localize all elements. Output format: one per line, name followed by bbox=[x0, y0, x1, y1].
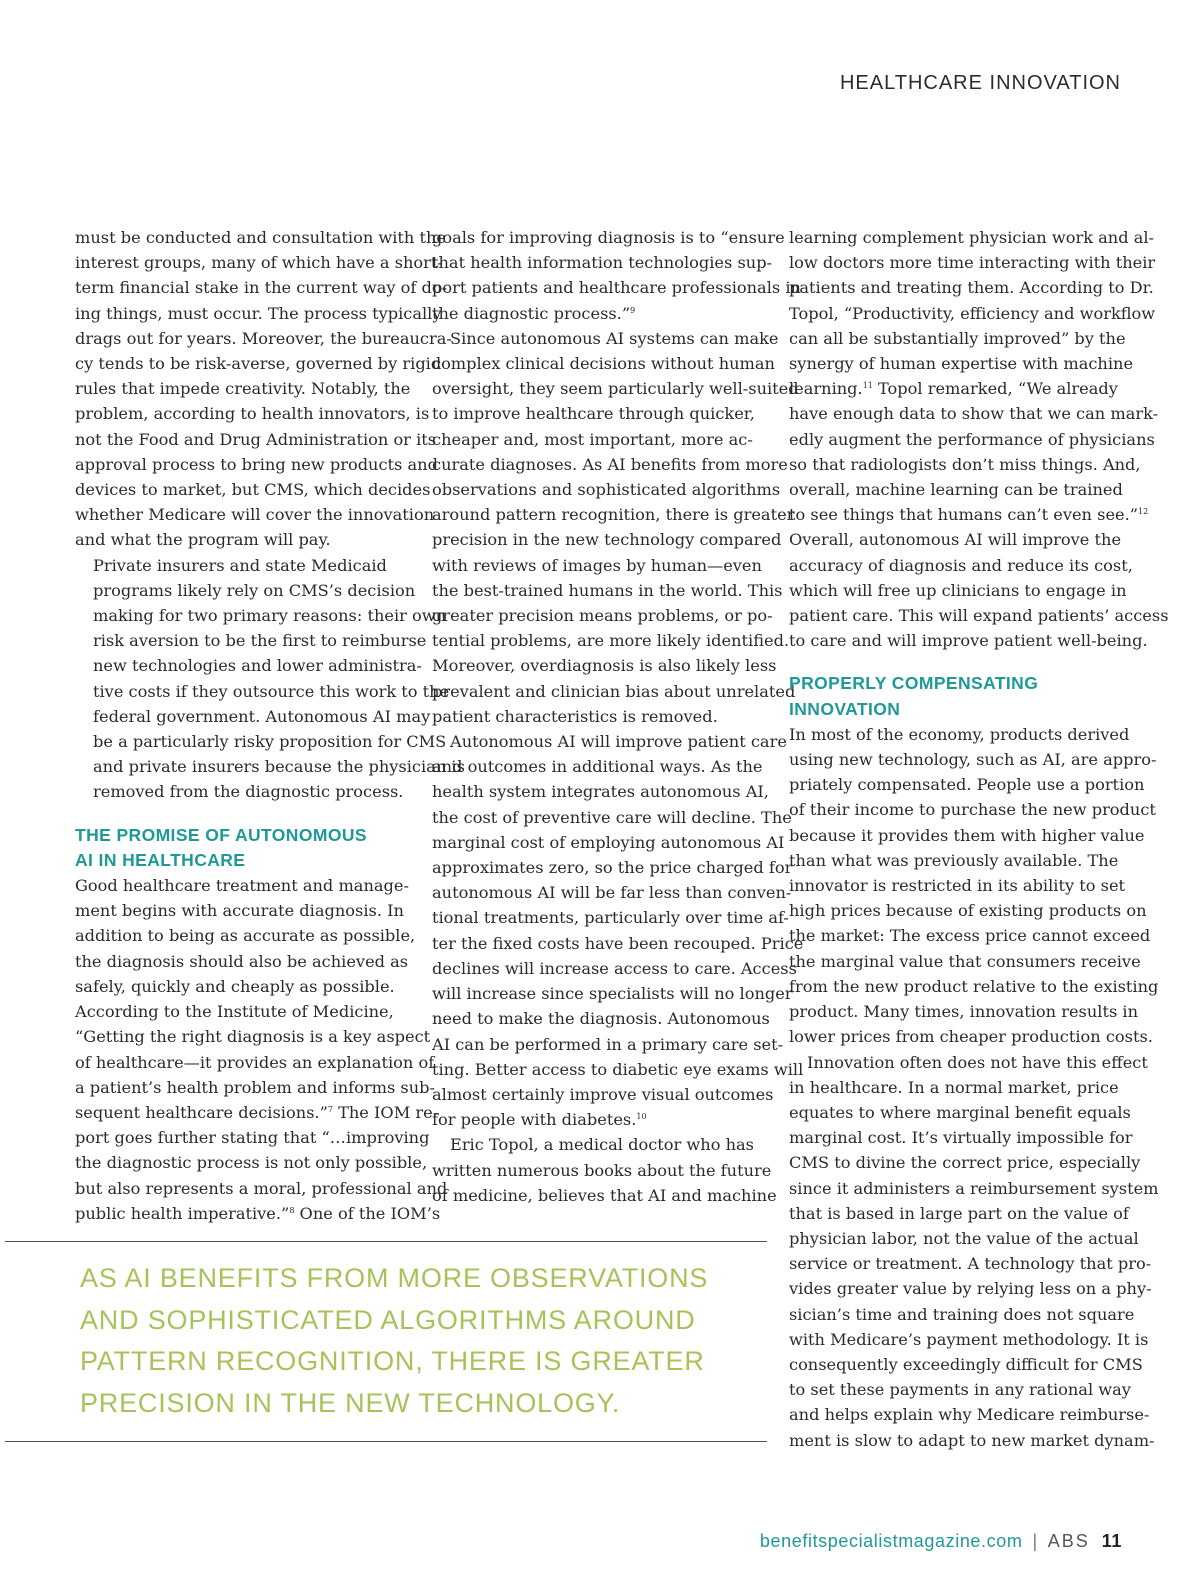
paragraph bbox=[432, 729, 804, 1132]
text-line: removed from the diagnostic process. bbox=[93, 782, 404, 802]
section-heading bbox=[789, 671, 1127, 721]
text-line: CMS to divine the correct price, especially bbox=[789, 1153, 1141, 1173]
text-line: that is based in large part on the value of bbox=[789, 1203, 1129, 1223]
text-line: must be conducted and consultation with the bbox=[75, 228, 447, 247]
text-line: sician’s time and training does not square bbox=[789, 1304, 1135, 1324]
text-line: oversight, they seem particularly well-suited bbox=[432, 379, 799, 399]
text-line: making for two primary reasons: their own bbox=[93, 606, 447, 626]
text-line: Eric Topol, a medical doctor who has bbox=[450, 1135, 754, 1155]
paragraph bbox=[789, 225, 1169, 653]
text-line: rules that impede creativity. Notably, the bbox=[75, 379, 411, 399]
text-line: overall, machine learning can be trained bbox=[789, 480, 1123, 500]
text-line: approval process to bring new products and bbox=[75, 454, 438, 474]
text-line: Innovation often does not have this effect bbox=[807, 1052, 1148, 1072]
text-line: lower prices from cheaper production costs. bbox=[789, 1027, 1153, 1047]
text-line: curate diagnoses. As AI benefits from more bbox=[432, 454, 788, 474]
text-line: written numerous books about the future bbox=[432, 1160, 772, 1180]
paragraph bbox=[432, 225, 801, 326]
footer-separator: | bbox=[1032, 1531, 1038, 1551]
text-line: In most of the economy, products derived bbox=[789, 724, 1130, 744]
text-line: to improve healthcare through quicker, bbox=[432, 404, 755, 424]
text-line: a patient’s health problem and informs sub- bbox=[75, 1077, 435, 1097]
footnote-ref: 7 bbox=[327, 1104, 333, 1114]
paragraph bbox=[75, 225, 452, 553]
text-line: the diagnosis should also be achieved as bbox=[75, 951, 409, 971]
footnote-ref: 10 bbox=[636, 1112, 647, 1122]
text-line: precision in the new technology compared bbox=[432, 530, 782, 550]
text-line: the market: The excess price cannot exceed bbox=[789, 926, 1151, 946]
text-line: the marginal value that consumers receive bbox=[789, 951, 1141, 971]
text-line: high prices because of existing products on bbox=[789, 901, 1147, 921]
pullquote-line: PRECISION IN THE NEW TECHNOLOGY. bbox=[80, 1387, 621, 1418]
text-line: but also represents a moral, professional and bbox=[75, 1178, 448, 1198]
column-1 bbox=[75, 225, 465, 1226]
text-line: whether Medicare will cover the innovation bbox=[75, 505, 435, 525]
text-line: devices to market, but CMS, which decides bbox=[75, 480, 431, 500]
text-line: programs likely rely on CMS’s decision bbox=[93, 580, 416, 600]
paragraph bbox=[789, 722, 1159, 1050]
text-line: safely, quickly and cheaply as possible. bbox=[75, 976, 395, 996]
text-line: Since autonomous AI systems can make bbox=[450, 328, 779, 348]
text-line: around pattern recognition, there is greater bbox=[432, 505, 795, 525]
text-line: complex clinical decisions without human bbox=[432, 354, 775, 374]
text-line: consequently exceedingly difficult for CMS bbox=[789, 1354, 1143, 1374]
pullquote-line: AND SOPHISTICATED ALGORITHMS AROUND bbox=[80, 1304, 696, 1335]
section-label: HEALTHCARE INNOVATION bbox=[839, 72, 1121, 94]
text-line: and helps explain why Medicare reimburse- bbox=[789, 1405, 1150, 1425]
footnote-ref: 8 bbox=[289, 1205, 295, 1215]
text-line: ing things, must occur. The process typically bbox=[75, 303, 442, 323]
text-line: new technologies and lower administra- bbox=[93, 656, 422, 676]
text-line: patients and treating them. According to Dr. bbox=[789, 278, 1154, 298]
paragraph bbox=[75, 873, 448, 1226]
text-line: approximates zero, so the price charged for bbox=[432, 858, 793, 878]
text-line: term financial stake in the current way of do- bbox=[75, 278, 448, 298]
text-line: innovator is restricted in its ability to set bbox=[789, 876, 1126, 896]
text-line: for people with diabetes.$^{10}$ bbox=[432, 1110, 647, 1130]
text-line: of healthcare—it provides an explanation of bbox=[75, 1052, 435, 1072]
text-line: cy tends to be risk-averse, governed by rigid bbox=[75, 354, 442, 374]
text-line: ter the fixed costs have been recouped. Price bbox=[432, 933, 804, 953]
text-line: marginal cost. It’s virtually impossible for bbox=[789, 1128, 1133, 1148]
text-line: accuracy of diagnosis and reduce its cost, bbox=[789, 555, 1133, 575]
text-line: risk aversion to be the first to reimburse bbox=[93, 631, 427, 651]
paragraph bbox=[432, 1132, 777, 1208]
text-line: addition to being as accurate as possible, bbox=[75, 926, 416, 946]
text-line: sequent healthcare decisions.”$^7$ The IOM re- bbox=[75, 1102, 439, 1122]
text-line: than what was previously available. The bbox=[789, 850, 1119, 870]
text-line: using new technology, such as AI, are appro- bbox=[789, 750, 1157, 770]
text-line: because it provides them with higher value bbox=[789, 825, 1145, 845]
text-line: goals for improving diagnosis is to “ensure bbox=[432, 228, 785, 247]
website-link[interactable]: benefitspecialistmagazine.com bbox=[759, 1531, 1023, 1551]
text-line: cheaper and, most important, more ac- bbox=[432, 429, 753, 449]
text-line: greater precision means problems, or po- bbox=[432, 606, 773, 626]
paragraph bbox=[75, 553, 465, 805]
text-line: will increase since specialists will no longer bbox=[432, 984, 793, 1004]
text-line: physician labor, not the value of the actual bbox=[789, 1228, 1139, 1248]
pullquote bbox=[80, 1258, 760, 1424]
text-line: to set these payments in any rational way bbox=[789, 1380, 1131, 1400]
text-line: Autonomous AI will improve patient care bbox=[450, 732, 787, 752]
text-line: be a particularly risky proposition for CMS bbox=[93, 732, 447, 752]
text-line: autonomous AI will be far less than conven- bbox=[432, 883, 792, 903]
text-line: declines will increase access to care. Access bbox=[432, 958, 797, 978]
text-line: learning.$^{11}$ Topol remarked, “We already bbox=[789, 379, 1118, 399]
text-line: federal government. Autonomous AI may bbox=[93, 706, 431, 726]
text-line: vides greater value by relying less on a phy- bbox=[789, 1279, 1152, 1299]
text-line: tive costs if they outsource this work to the bbox=[93, 681, 450, 701]
pullquote-line: PATTERN RECOGNITION, THERE IS GREATER bbox=[80, 1346, 705, 1376]
text-line: with reviews of images by human—even bbox=[432, 555, 762, 575]
text-line: port patients and healthcare professionals in bbox=[432, 278, 801, 298]
heading-line: AI IN HEALTHCARE bbox=[75, 849, 246, 870]
column-2 bbox=[432, 225, 804, 1208]
text-line: According to the Institute of Medicine, bbox=[75, 1002, 394, 1022]
magazine-name: ABS bbox=[1047, 1531, 1090, 1551]
text-line: ment is slow to adapt to new market dynam- bbox=[789, 1430, 1155, 1450]
text-line: product. Many times, innovation results in bbox=[789, 1002, 1139, 1022]
text-line: drags out for years. Moreover, the bureaucra- bbox=[75, 328, 452, 348]
text-line: that health information technologies sup- bbox=[432, 253, 773, 273]
paragraph bbox=[789, 1050, 1159, 1453]
text-line: have enough data to show that we can mark- bbox=[789, 404, 1159, 424]
paragraph bbox=[432, 326, 799, 729]
text-line: to care and will improve patient well-being. bbox=[789, 631, 1148, 651]
text-line: the best-trained humans in the world. This bbox=[432, 580, 783, 600]
text-line: the diagnostic process is not only possible, bbox=[75, 1153, 428, 1173]
text-line: the diagnostic process.”$^9$ bbox=[432, 303, 636, 323]
text-line: problem, according to health innovators, is bbox=[75, 404, 430, 424]
text-line: health system integrates autonomous AI, bbox=[432, 782, 769, 802]
text-line: in healthcare. In a normal market, price bbox=[789, 1077, 1119, 1097]
text-line: equates to where marginal benefit equals bbox=[789, 1102, 1131, 1122]
footnote-ref: 9 bbox=[630, 305, 636, 315]
text-line: ting. Better access to diabetic eye exams will bbox=[432, 1059, 804, 1079]
page-number: 11 bbox=[1101, 1531, 1122, 1551]
text-line: Moreover, overdiagnosis is also likely less bbox=[432, 656, 777, 676]
text-line: patient characteristics is removed. bbox=[432, 706, 718, 726]
text-line: which will free up clinicians to engage in bbox=[789, 580, 1127, 600]
text-line: public health imperative.”$^8$ One of the IOM’s bbox=[75, 1203, 441, 1223]
footnote-ref: 12 bbox=[1138, 507, 1149, 517]
page-footer bbox=[760, 1531, 1122, 1552]
text-line: learning complement physician work and al- bbox=[789, 228, 1155, 247]
text-line: AI can be performed in a primary care set- bbox=[432, 1034, 784, 1054]
pullquote-bottom-rule bbox=[5, 1441, 767, 1442]
text-line: Private insurers and state Medicaid bbox=[93, 555, 387, 575]
text-line: can all be substantially improved” by the bbox=[789, 328, 1126, 348]
text-line: interest groups, many of which have a short- bbox=[75, 253, 443, 273]
text-line: of their income to purchase the new product bbox=[789, 800, 1156, 820]
text-line: priately compensated. People use a portion bbox=[789, 775, 1145, 795]
text-line: ment begins with accurate diagnosis. In bbox=[75, 901, 404, 921]
footnote-ref: 11 bbox=[862, 381, 873, 391]
text-line: prevalent and clinician bias about unrelated bbox=[432, 681, 796, 701]
text-line: need to make the diagnosis. Autonomous bbox=[432, 1009, 770, 1029]
pullquote-top-rule bbox=[5, 1241, 767, 1242]
text-line: synergy of human expertise with machine bbox=[789, 354, 1134, 374]
text-line: edly augment the performance of physicians bbox=[789, 429, 1155, 449]
text-line: so that radiologists don’t miss things. And, bbox=[789, 454, 1141, 474]
text-line: service or treatment. A technology that pro- bbox=[789, 1254, 1152, 1274]
text-line: with Medicare’s payment methodology. It is bbox=[789, 1329, 1149, 1349]
text-line: low doctors more time interacting with their bbox=[789, 253, 1156, 273]
section-heading bbox=[75, 823, 407, 873]
text-line: patient care. This will expand patients’ access bbox=[789, 606, 1169, 626]
text-line: to see things that humans can’t even see.”$^{12}$ bbox=[789, 505, 1149, 525]
text-line: observations and sophisticated algorithms bbox=[432, 480, 781, 500]
text-line: and what the program will pay. bbox=[75, 530, 331, 550]
heading-line: THE PROMISE OF AUTONOMOUS bbox=[75, 824, 367, 845]
text-line: and outcomes in additional ways. As the bbox=[432, 757, 763, 777]
text-line: of medicine, believes that AI and machine bbox=[432, 1185, 777, 1205]
text-line: Topol, “Productivity, efficiency and workflow bbox=[789, 303, 1156, 323]
heading-line: PROPERLY COMPENSATING bbox=[789, 673, 1039, 694]
column-3 bbox=[789, 225, 1169, 1453]
text-line: almost certainly improve visual outcomes bbox=[432, 1084, 774, 1104]
text-line: since it administers a reimbursement system bbox=[789, 1178, 1159, 1198]
heading-line: INNOVATION bbox=[789, 698, 901, 719]
text-line: the cost of preventive care will decline. The bbox=[432, 807, 792, 827]
text-line: tional treatments, particularly over time af- bbox=[432, 908, 789, 928]
text-line: tential problems, are more likely identified. bbox=[432, 631, 790, 651]
text-line: marginal cost of employing autonomous AI bbox=[432, 832, 785, 852]
text-line: “Getting the right diagnosis is a key aspect bbox=[75, 1027, 431, 1047]
text-line: port goes further stating that “…improving bbox=[75, 1128, 430, 1148]
text-line: from the new product relative to the existing bbox=[789, 976, 1159, 996]
pullquote-line: AS AI BENEFITS FROM MORE OBSERVATIONS bbox=[80, 1263, 709, 1293]
text-line: and private insurers because the physician is bbox=[93, 757, 465, 777]
text-line: not the Food and Drug Administration or its bbox=[75, 429, 437, 449]
text-line: Good healthcare treatment and manage- bbox=[75, 876, 409, 896]
text-line: Overall, autonomous AI will improve the bbox=[789, 530, 1122, 550]
